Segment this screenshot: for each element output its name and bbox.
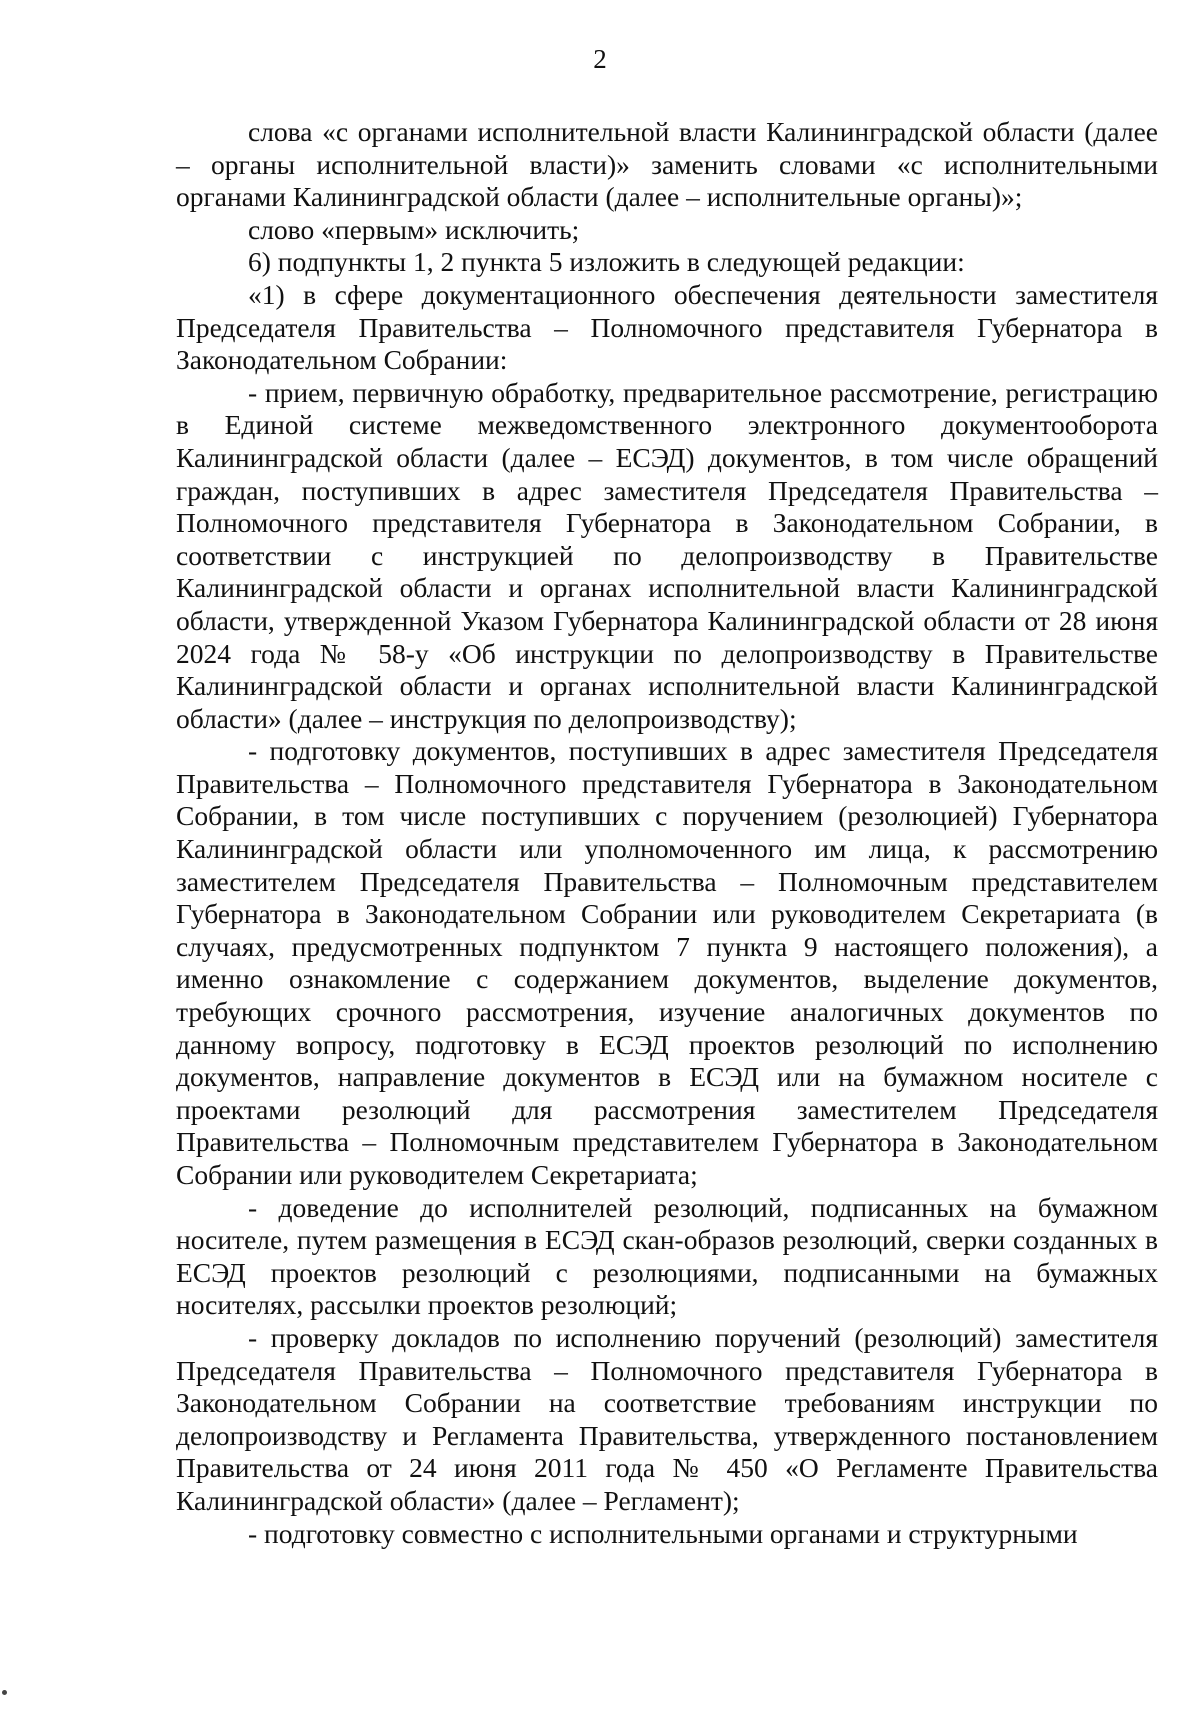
page-number: 2 xyxy=(593,44,607,74)
paragraph: - доведение до исполнителей резолюций, подписанных на бумажном носителе, путем размещения в ЕСЭД скан-образов резолюций, сверки созданных в ЕСЭД проектов резолюций с резолюциями, подписанными на бумажных носителях, рассылки проектов резолюций; xyxy=(176,1191,1158,1321)
paragraph: слово «первым» исключить; xyxy=(248,213,580,245)
scan-speck xyxy=(2,1690,7,1695)
paragraph: - подготовку документов, поступивших в адрес заместителя Председателя Правительства – Полномочного представителя Губернатора в Законодательном Собрании, в том числе поступивших с поручением (резолюцией) Губернатора Калининградской области или уполномоченного им лица, к рассмотрению заместителем Председателя Правительства – Полномочным представителем Губернатора в Законодательном Собрании или руководителем Секретариата (в случаях, предусмотренных подпунктом 7 пункта 9 настоящего положения), а именно ознакомление с содержанием документов, выделение документов, требующих срочного рассмотрения, изучение аналогичных документов по данному вопросу, подготовку в ЕСЭД проектов резолюций по исполнению документов, направление документов в ЕСЭД или на бумажном носителе с проектами резолюций для рассмотрения заместителем Председателя Правительства – Полномочным представителем Губернатора в Законодательном Собрании или руководителем Секретариата; xyxy=(176,735,1158,1190)
paragraph: 6) подпункты 1, 2 пункта 5 изложить в следующей редакции: xyxy=(248,246,965,278)
paragraph: - проверку докладов по исполнению поручений (резолюций) заместителя Председателя Правительства – Полномочного представителя Губернатора в Законодательном Собрании на соответствие требованиям инструкции по делопроизводству и Регламента Правительства, утвержденного постановлением Правительства от 24 июня 2011 года № 450 «О Регламенте Правительства Калининградской области» (далее – Регламент); xyxy=(176,1321,1158,1516)
paragraph: - подготовку совместно с исполнительными органами и структурными xyxy=(248,1517,1078,1549)
paragraph: «1) в сфере документационного обеспечения деятельности заместителя Председателя Правительства – Полномочного представителя Губернатора в Законодательном Собрании: xyxy=(176,278,1158,376)
document-body xyxy=(176,116,1158,1550)
paragraph: слова «с органами исполнительной власти Калининградской области (далее – органы исполнительной власти)» заменить словами «с исполнительными органами Калининградской области (далее – исполнительные органы)»; xyxy=(176,116,1158,213)
paragraph: - прием, первичную обработку, предварительное рассмотрение, регистрацию в Единой системе межведомственного электронного документооборота Калининградской области (далее – ЕСЭД) документов, в том числе обращений граждан, поступивших в адрес заместителя Председателя Правительства – Полномочного представителя Губернатора в Законодательном Собрании, в соответствии с инструкцией по делопроизводству в Правительстве Калининградской области и органах исполнительной власти Калининградской области, утвержденной Указом Губернатора Калининградской области от 28 июня 2024 года № 58-у «Об инструкции по делопроизводству в Правительстве Калининградской области и органах исполнительной власти Калининградской области» (далее – инструкция по делопроизводству); xyxy=(176,376,1158,734)
